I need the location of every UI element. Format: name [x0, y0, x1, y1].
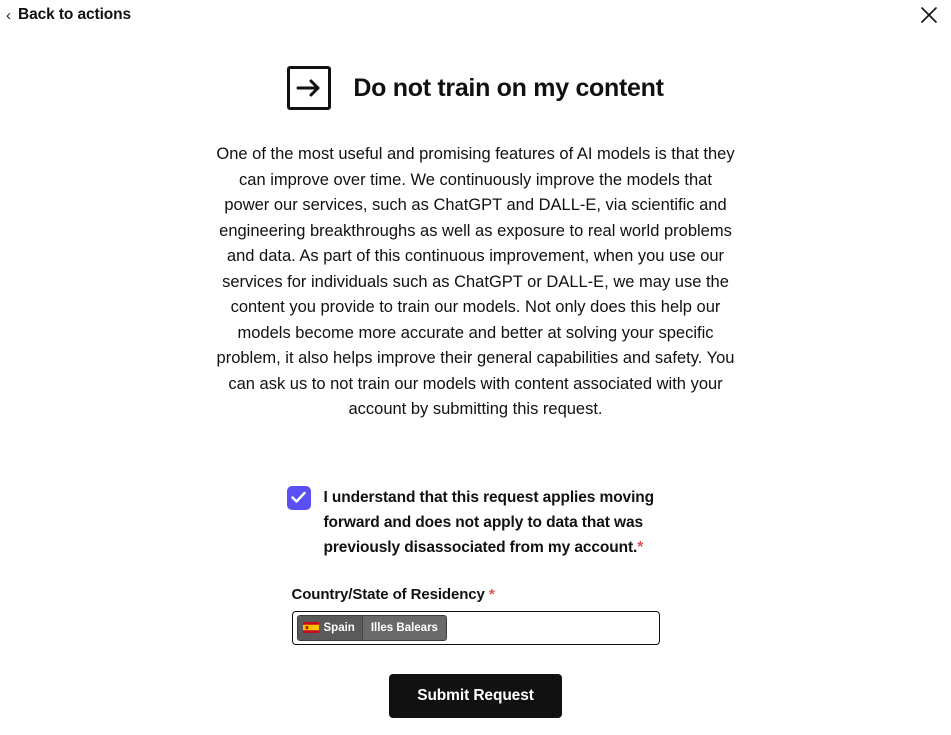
- page-title: Do not train on my content: [353, 73, 664, 102]
- panel-description: One of the most useful and promising features of AI models is that they can improve over time. We continuously improve the models that power our services, such as ChatGPT and DALL-E, via scientific and engineering breakthroughs as well as exposure to real world problems and data. As part of this continuous improvement, when you use our services for individuals such as ChatGPT or DALL-E, we may use the content you provide to train our models. Not only does this help our models become more accurate and better at solving your specific problem, it also helps improve their general capabilities and safety. You can ask us to not train our models with content associated with your account by submitting this request.: [216, 145, 735, 418]
- country-selection-token[interactable]: [297, 615, 447, 641]
- submit-row: [0, 674, 951, 718]
- consent-label: [324, 485, 667, 560]
- country-field-label-text: Country/State of Residency: [291, 585, 485, 603]
- consent-checkbox[interactable]: [287, 486, 311, 510]
- country-required-marker: *: [488, 585, 495, 603]
- submit-request-button[interactable]: Submit Request: [389, 674, 562, 718]
- country-field-group: [292, 586, 660, 645]
- consent-row: [285, 485, 667, 560]
- country-input[interactable]: [292, 611, 660, 645]
- check-icon: [291, 491, 306, 504]
- arrow-right-box-icon: [287, 66, 331, 110]
- country-token-main: [298, 616, 362, 640]
- spain-flag-icon: [303, 622, 319, 633]
- country-token-label: Spain: [323, 621, 355, 634]
- consent-label-text: I understand that this request applies moving forward and does not apply to data that was previously disassociated from my account.: [323, 488, 655, 556]
- close-icon[interactable]: [917, 3, 941, 27]
- top-bar: [0, 0, 951, 34]
- country-field-label: [292, 586, 660, 603]
- region-token-label: Illes Balears: [362, 616, 446, 640]
- chevron-left-icon: ‹: [6, 6, 11, 24]
- panel-header: [0, 66, 951, 110]
- request-form-panel: [0, 52, 951, 718]
- back-to-actions-button[interactable]: [6, 6, 131, 24]
- back-to-actions-label: Back to actions: [18, 6, 132, 23]
- consent-required-marker: *: [637, 538, 644, 556]
